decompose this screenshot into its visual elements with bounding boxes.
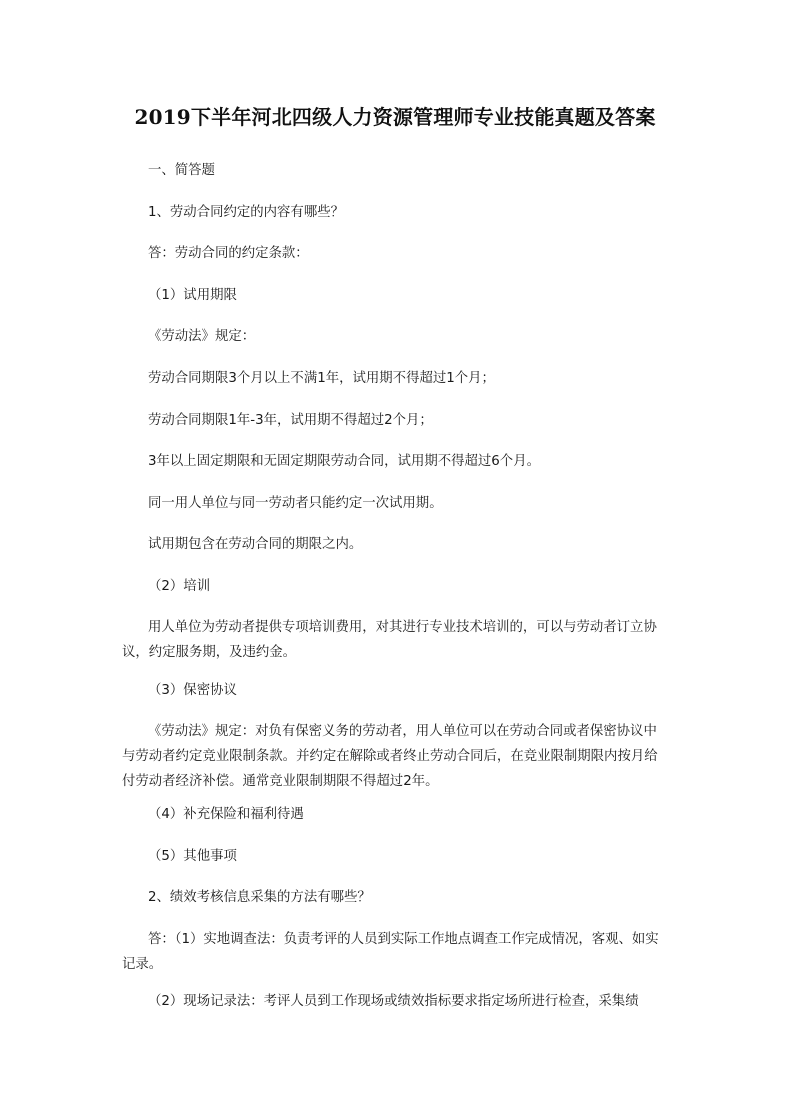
item-other: （5）其他事项 [148, 849, 237, 864]
probation-rule-2: 劳动合同期限1年-3年，试用期不得超过2个月； [148, 413, 433, 428]
probation-rule-5: 试用期包含在劳动合同的期限之内。 [148, 537, 363, 552]
probation-rule-4: 同一用人单位与同一劳动者只能约定一次试用期。 [148, 496, 443, 511]
document-title: 2019下半年河北四级人力资源管理师专业技能真题及答案 [134, 105, 656, 129]
question-2: 2、绩效考核信息采集的方法有哪些？ [148, 890, 371, 905]
item-training: （2）培训 [148, 579, 211, 594]
question-1: 1、劳动合同约定的内容有哪些？ [148, 205, 344, 220]
section-heading: 一、简答题 [148, 163, 215, 178]
probation-rule-3: 3年以上固定期限和无固定期限劳动合同，试用期不得超过6个月。 [148, 454, 540, 469]
item-confidentiality: （3）保密协议 [148, 683, 237, 698]
answer-1-intro: 答：劳动合同的约定条款： [148, 246, 309, 261]
answer-2-method-1: 答：（1）实地调查法：负责考评的人员到实际工作地点调查工作完成情况，客观、如实记录。 [122, 932, 659, 972]
confidentiality-text: 《劳动法》规定：对负有保密义务的劳动者，用人单位可以在劳动合同或者保密协议中与劳动者约定竞业限制条款。并约定在解除或者终止劳动合同后，在竞业限制期限内按月给付劳动者经济补偿。通常竞业限制期限不得超过2年。 [122, 724, 658, 789]
labor-law-rule: 《劳动法》规定： [148, 329, 256, 344]
answer-2-method-2: （2）现场记录法：考评人员到工作现场或绩效指标要求指定场所进行检查，采集绩 [148, 994, 639, 1009]
item-probation: （1）试用期限 [148, 288, 237, 303]
probation-rule-1: 劳动合同期限3个月以上不满1年，试用期不得超过1个月； [148, 371, 495, 386]
item-insurance: （4）补充保险和福利待遇 [148, 807, 304, 822]
training-text: 用人单位为劳动者提供专项培训费用，对其进行专业技术培训的，可以与劳动者订立协议，约定服务期，及违约金。 [122, 620, 657, 660]
